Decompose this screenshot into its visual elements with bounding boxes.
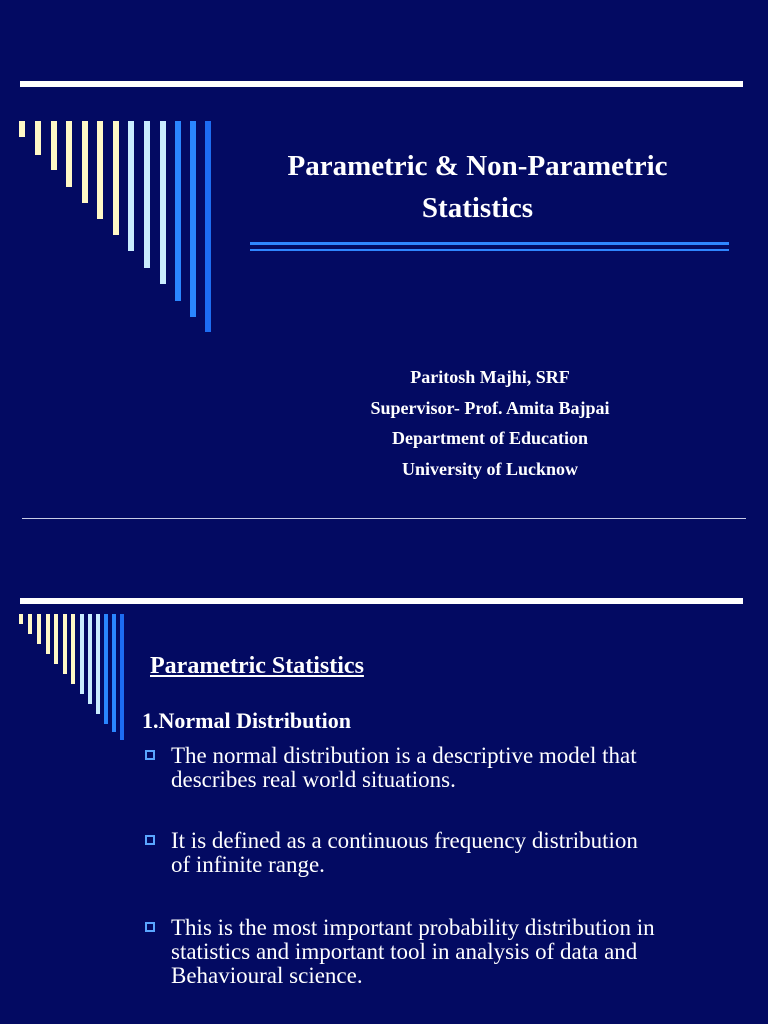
content-slide [0, 580, 768, 1024]
slide-title [240, 145, 715, 229]
author-name: Paritosh Majhi, SRF [410, 367, 570, 387]
stripe-3 [51, 121, 57, 170]
stripe-2 [35, 121, 41, 155]
bullet-line: It is defined as a continuous frequency distribution [171, 828, 638, 853]
bullet-line: Behavioural science. [171, 963, 363, 988]
square-bullet-icon [145, 922, 155, 932]
stripe-5 [82, 121, 88, 203]
title-underline-top [250, 242, 729, 245]
stripe-2-2 [28, 614, 32, 634]
bullet-text [171, 916, 721, 988]
stripe-2-7 [71, 614, 75, 684]
bullet-text [171, 744, 721, 792]
stripe-2-4 [46, 614, 50, 654]
bullet-text [171, 829, 721, 877]
stripe-1 [19, 121, 25, 137]
stripe-2-5 [54, 614, 58, 664]
author-department: Department of Education [392, 428, 588, 448]
stripe-2-11 [104, 614, 108, 724]
stripe-2-6 [63, 614, 67, 674]
stripe-2-8 [80, 614, 84, 694]
author-supervisor: Supervisor- Prof. Amita Bajpai [370, 397, 610, 418]
title-line-2: Statistics [421, 192, 534, 224]
stripe-13 [205, 121, 211, 332]
stripe-4 [66, 121, 72, 187]
title-underline-bottom [250, 249, 729, 251]
stripe-8 [128, 121, 134, 251]
stripe-2-10 [96, 614, 100, 714]
author-block [300, 362, 680, 484]
stripe-2-12 [112, 614, 116, 732]
bullet-line: of infinite range. [171, 852, 325, 877]
title-line-1: Parametric & Non-Parametric [287, 150, 668, 182]
slide-divider [22, 518, 746, 519]
stripe-10 [160, 121, 166, 284]
stripe-2-3 [37, 614, 41, 644]
stripe-2-1 [19, 614, 23, 624]
bullet-line: The normal distribution is a descriptive model that [171, 743, 637, 768]
stripe-12 [190, 121, 196, 317]
bullet-line: This is the most important probability distribution in [171, 915, 655, 940]
bullet-line: statistics and important tool in analysis of data and [171, 939, 638, 964]
bullet-line: describes real world situations. [171, 767, 456, 792]
stripe-2-9 [88, 614, 92, 704]
subsection-heading: 1.Normal Distribution [142, 708, 351, 733]
stripe-11 [175, 121, 181, 301]
stripe-2-13 [120, 614, 124, 740]
square-bullet-icon [145, 835, 155, 845]
square-bullet-icon [145, 750, 155, 760]
author-university: University of Lucknow [401, 458, 578, 479]
section-heading: Parametric Statistics [150, 653, 364, 679]
stripe-9 [144, 121, 150, 268]
stripe-7 [113, 121, 119, 235]
stripe-6 [97, 121, 103, 219]
decorative-stripes-2 [0, 580, 768, 740]
